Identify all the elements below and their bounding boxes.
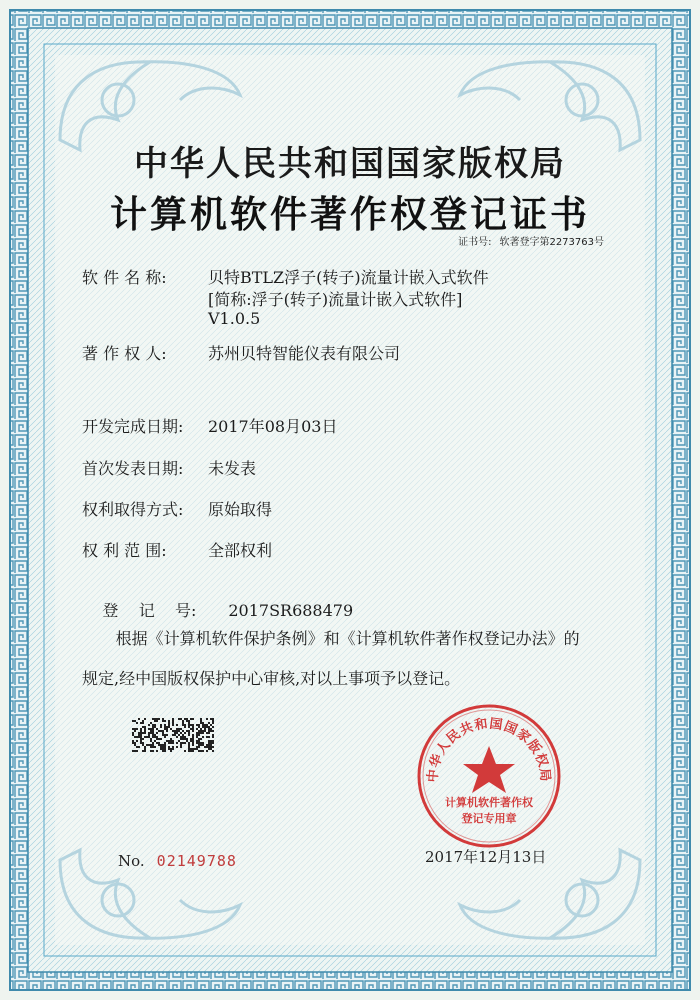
serial-value: 02149788 [156, 852, 237, 870]
owner-value: 苏州贝特智能仪表有限公司 [208, 344, 401, 363]
statement-line-1: 根据《计算机软件保护条例》和《计算机软件著作权登记办法》的 [115, 629, 580, 648]
dev-date-row [82, 414, 337, 437]
reg-no-value: 2017SR688479 [228, 601, 354, 620]
statement-line-2: 规定,经中国版权保护中心审核,对以上事项予以登记。 [82, 669, 461, 688]
certificate-title: 计算机软件著作权登记证书 [110, 192, 590, 236]
scope-label: 权 利 范 围: [82, 541, 167, 560]
publish-date-value: 未发表 [208, 459, 257, 478]
seal-line-1: 计算机软件著作权 [445, 796, 533, 809]
owner-label: 著 作 权 人: [82, 344, 167, 363]
scope-value: 全部权利 [208, 541, 273, 560]
software-short-name: [简称:浮子(转子)流量计嵌入式软件] [208, 290, 463, 309]
software-name-label: 软 件 名 称: [82, 268, 167, 287]
software-name-row [82, 265, 489, 288]
seal-line-2: 登记专用章 [461, 812, 517, 825]
reg-no-label: 登 记 号: [102, 601, 197, 620]
publish-date-row [82, 456, 256, 479]
agency-title: 中华人民共和国国家版权局 [134, 144, 566, 184]
certification-statement [82, 619, 622, 699]
acquire-label: 权利取得方式: [82, 500, 184, 519]
software-name-value: 贝特BTLZ浮子(转子)流量计嵌入式软件 [208, 268, 489, 287]
acquire-row [82, 497, 272, 520]
owner-row [82, 341, 400, 364]
dev-date-label: 开发完成日期: [82, 417, 184, 436]
software-version: V1.0.5 [208, 309, 261, 328]
issue-date: 2017年12月13日 [425, 848, 547, 866]
certificate-number-label: 证书号: [458, 237, 492, 248]
official-seal-icon [415, 702, 563, 850]
dev-date-value: 2017年08月03日 [208, 417, 338, 436]
certificate-number [458, 233, 604, 248]
barcode-icon [132, 718, 214, 752]
serial-label: No. [118, 852, 145, 870]
acquire-value: 原始取得 [208, 500, 273, 519]
scope-row [82, 538, 272, 561]
serial-number [118, 852, 237, 870]
certificate-number-value: 软著登字第2273763号 [499, 237, 604, 248]
publish-date-label: 首次发表日期: [82, 459, 184, 478]
seal-arc-text: 中华人民共和国国家版权局 [425, 716, 553, 783]
